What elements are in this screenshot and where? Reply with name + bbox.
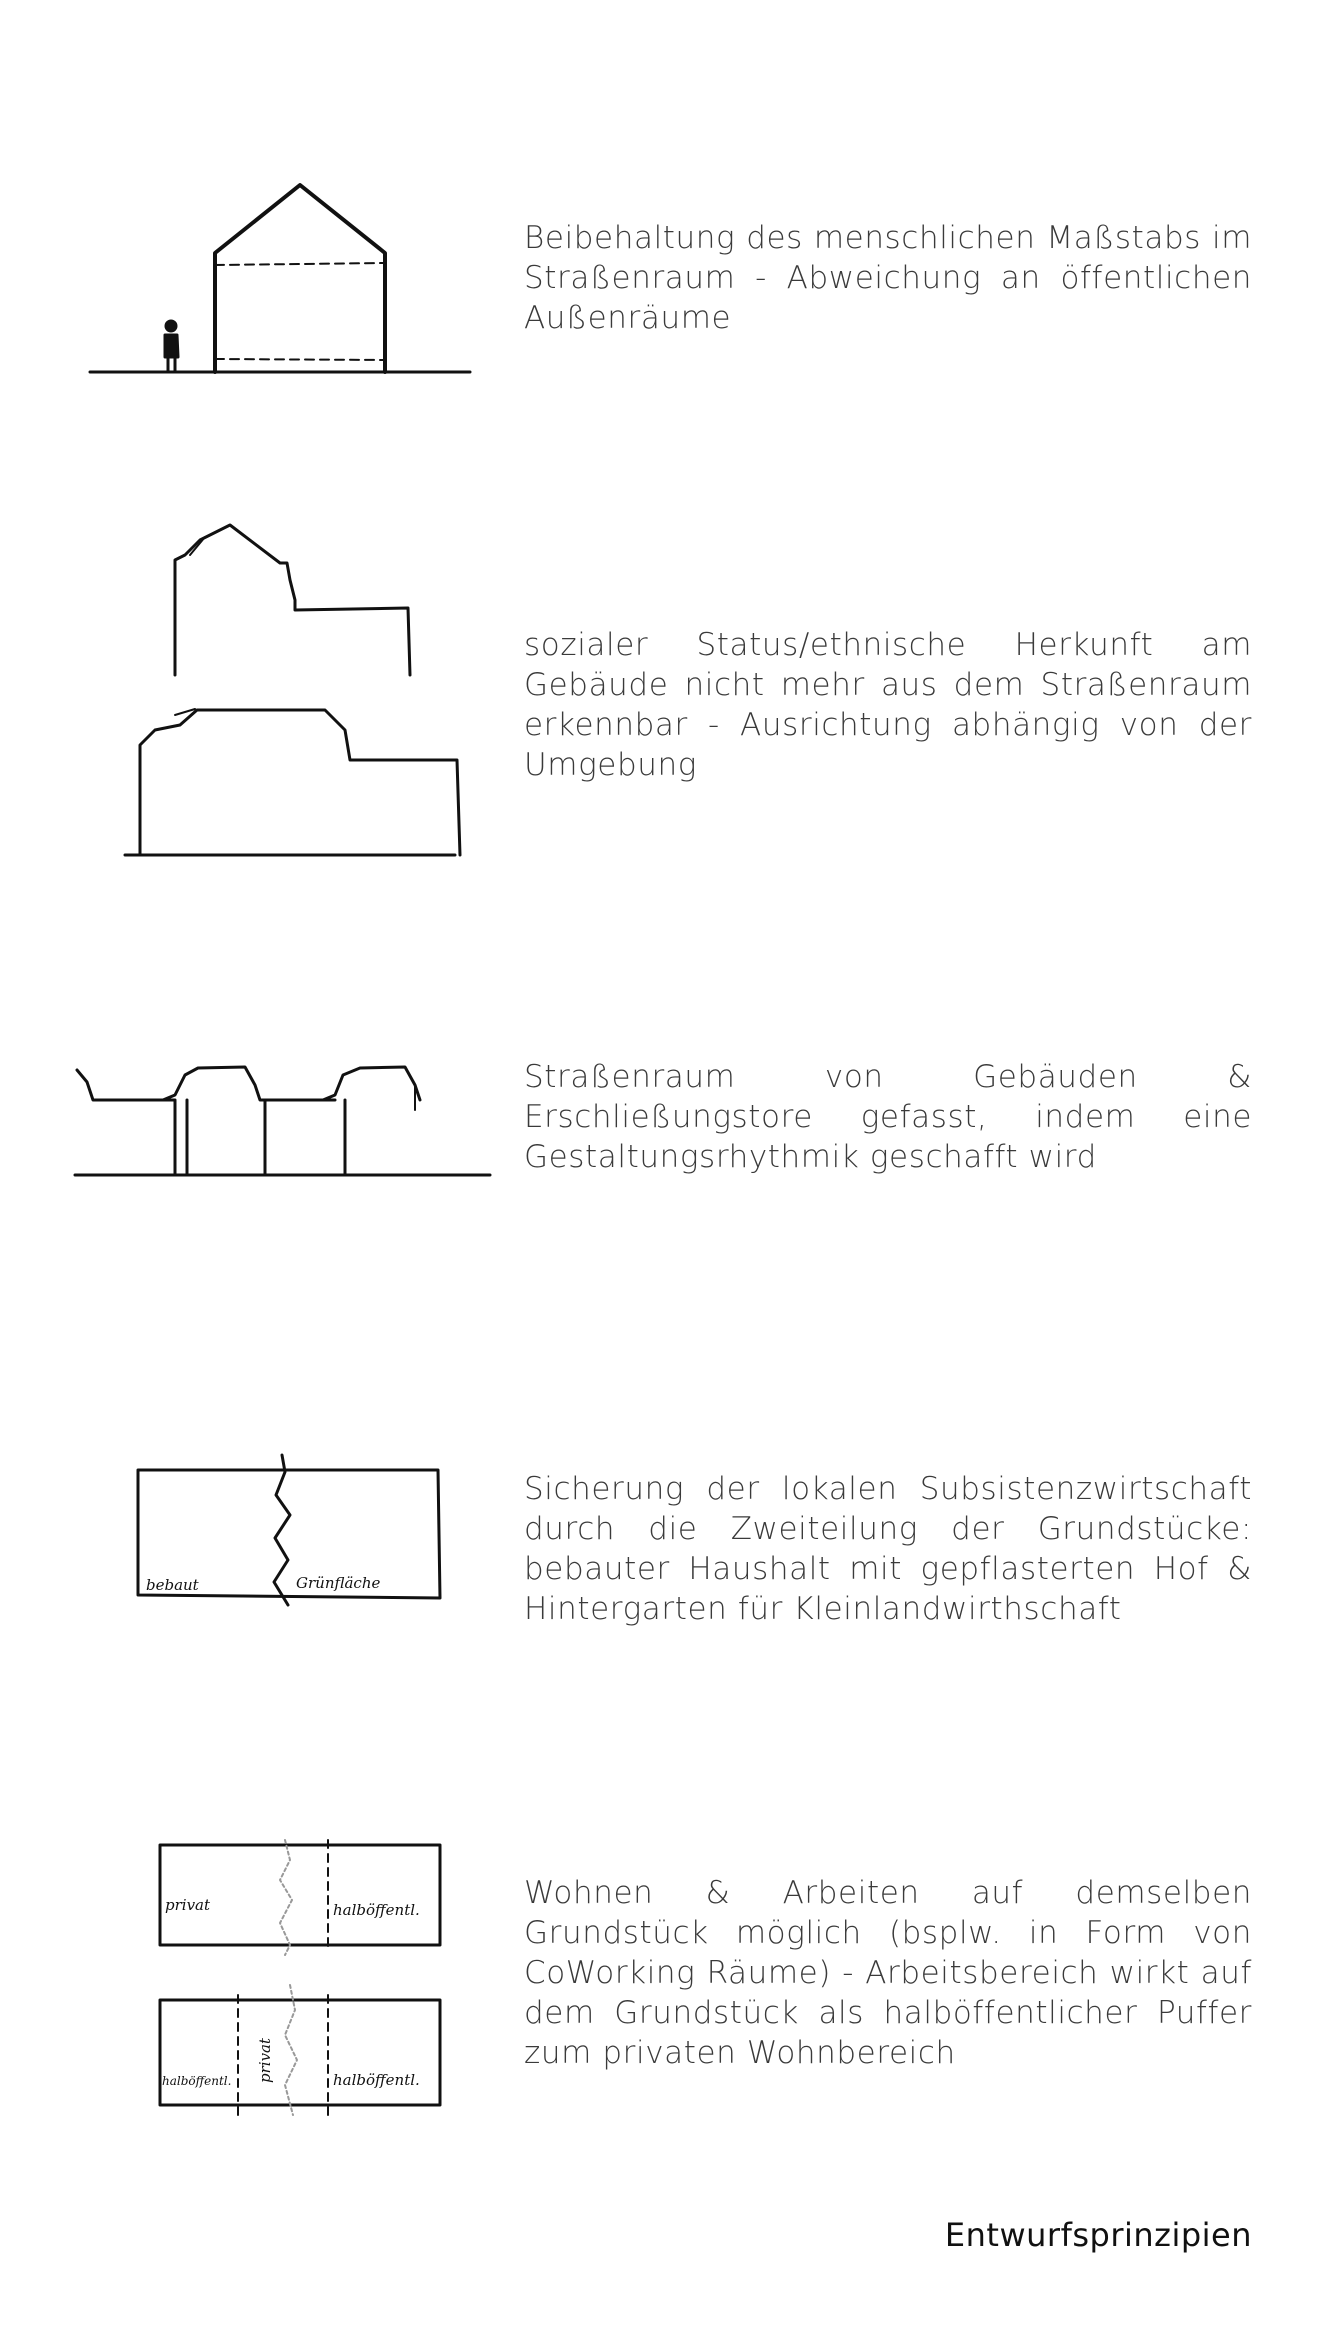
street-rhythm-sketch bbox=[75, 1060, 505, 1180]
principle-5-text: Wohnen & Arbeiten auf demselben Grundstück möglich (bsplw. in Form von CoWorking Räume) - Arbeitsbereich wirkt auf dem Grundstück als halböffentlicher Puffer zum privaten Wohnbereich bbox=[524, 1875, 1252, 2071]
footer-title: Entwurfsprinzipien bbox=[944, 2216, 1252, 2254]
principle-1-text: Beibehaltung des menschlichen Maßstabs im Straßenraum - Abweichung an öffentlichen Außenräume bbox=[524, 220, 1252, 336]
label-gruenflaeche: Grünfläche bbox=[296, 1574, 381, 1592]
live-work-sketch bbox=[150, 1835, 460, 2125]
building-silhouettes-sketch bbox=[115, 515, 475, 865]
principle-3-text: Straßenraum von Gebäuden & Erschließungstore gefasst, indem eine Gestaltungsrhythmik geschafft wird bbox=[524, 1059, 1252, 1175]
label-bebaut: bebaut bbox=[146, 1576, 199, 1594]
label-top-halboeffentl: halböffentl. bbox=[333, 1901, 420, 1919]
principle-2-text: sozialer Status/ethnische Herkunft am Gebäude nicht mehr aus dem Straßenraum erkennbar - Ausrichtung abhängig von der Umgebung bbox=[524, 627, 1252, 783]
label-bottom-halboeffentl-right: halböffentl. bbox=[333, 2071, 420, 2089]
principle-4-text: Sicherung der lokalen Subsistenzwirtschaft durch die Zweiteilung der Grundstücke: bebauter Haushalt mit gepflasterten Hof & Hintergarten für Kleinlandwirthschaft bbox=[524, 1471, 1252, 1627]
label-top-privat: privat bbox=[165, 1896, 211, 1914]
human-scale-sketch bbox=[85, 175, 485, 385]
label-bottom-privat: privat bbox=[256, 2037, 274, 2083]
label-bottom-halboeffentl-left: halböffentl. bbox=[162, 2074, 232, 2088]
plot-division-sketch bbox=[130, 1450, 460, 1610]
